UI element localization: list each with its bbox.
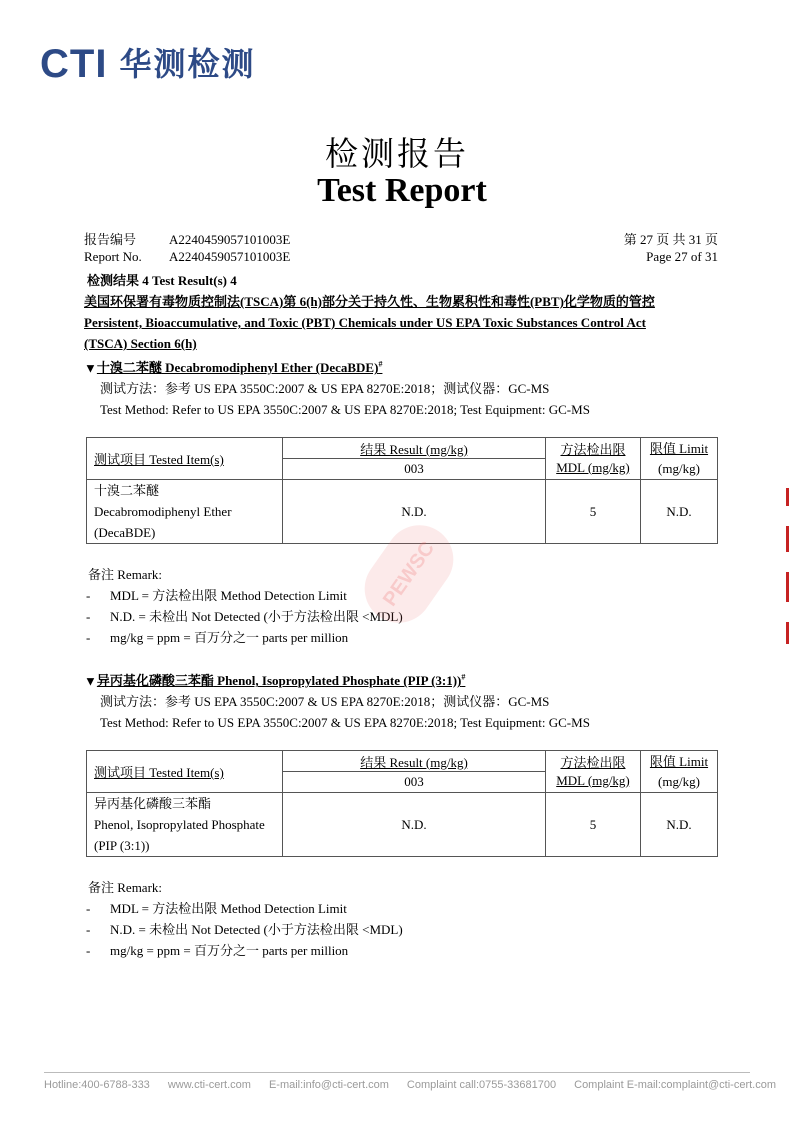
results-table-1 — [86, 437, 718, 544]
footer-divider — [44, 1072, 750, 1073]
header-tested-item: 测试项目 Tested Item(s) — [87, 438, 283, 480]
title-cn: 检测报告 — [325, 134, 469, 173]
page-number-block — [624, 231, 718, 265]
header-mdl: 方法检出限 MDL (mg/kg) — [546, 438, 641, 480]
section-title-cn: 美国环保署有毒物质控制法(TSCA)第 6(h)部分关于持久性、生物累积性和毒性(PBT)化学物质的管控 — [84, 294, 655, 309]
tested-item-cell: 异丙基化磷酸三苯酯 Phenol, Isopropylated Phosphate (PIP (3:1)) — [87, 793, 283, 857]
result-cell: N.D. — [283, 793, 546, 857]
footer-complaint-call: Complaint call:0755-33681700 — [406, 1079, 557, 1091]
title-en: Test Report — [317, 172, 487, 209]
test-method-en: Test Method: Refer to US EPA 3550C:2007 & US EPA 8270E:2018; Test Equipment: GC-MS — [100, 715, 590, 731]
remark-1: 备注 Remark: - MDL = 方法检出限 Method Detection Limit - N.D. = 未检出 Not Detected (小于方法检出限 <MDL) - mg/kg = ppm = 百万分之一 parts per million — [88, 564, 403, 648]
remark-item: MDL = 方法检出限 Method Detection Limit — [110, 901, 347, 916]
tested-item-cell: 十溴二苯醚 Decabromodiphenyl Ether (DecaBDE) — [87, 480, 283, 544]
header-tested-item: 测试项目 Tested Item(s) — [87, 751, 283, 793]
footer-website: www.cti-cert.com — [167, 1079, 251, 1091]
logo-brand: CTI — [40, 42, 108, 86]
footer-complaint-email: Complaint E-mail:complaint@cti-cert.com — [574, 1079, 777, 1091]
mdl-cell: 5 — [546, 793, 641, 857]
header-mdl: 方法检出限 MDL (mg/kg) — [546, 751, 641, 793]
remark-2: 备注 Remark: - MDL = 方法检出限 Method Detection Limit - N.D. = 未检出 Not Detected (小于方法检出限 <MDL) - mg/kg = ppm = 百万分之一 parts per million — [88, 877, 403, 961]
watermark-stamp: PEWSC — [351, 512, 466, 636]
limit-cell: N.D. — [641, 480, 718, 544]
footer-hotline: Hotline:400-6788-333 — [44, 1079, 150, 1091]
mdl-cell: 5 — [546, 480, 641, 544]
company-logo — [40, 44, 255, 84]
header-limit: 限值 Limit (mg/kg) — [641, 751, 718, 793]
section-title-en-line1: Persistent, Bioaccumulative, and Toxic (PBT) Chemicals under US EPA Toxic Substances Control Act — [84, 315, 646, 330]
header-result: 结果 Result (mg/kg) — [283, 438, 546, 459]
remark-item: N.D. = 未检出 Not Detected (小于方法检出限 <MDL) — [110, 609, 403, 624]
edge-seal-marks — [786, 488, 792, 664]
test-marker: ▼ — [84, 673, 97, 689]
report-no-label-en: Report No. — [84, 249, 142, 264]
test-method-cn: 测试方法：参考 US EPA 3550C:2007 & US EPA 8270E:2018；测试仪器：GC-MS — [100, 694, 550, 710]
test-sup: # — [461, 673, 466, 682]
remark-title: 备注 Remark: — [88, 880, 163, 895]
test-title-en: Phenol, Isopropylated Phosphate (PIP (3:1)) — [213, 673, 462, 689]
result-cell: N.D. — [283, 480, 546, 544]
section-heading — [84, 270, 724, 354]
logo-name-cn: 华测检测 — [119, 45, 256, 83]
page-number-cn: 第 27 页 共 31 页 — [623, 232, 718, 247]
header-result: 结果 Result (mg/kg) — [283, 751, 546, 772]
test-title-en: Decabromodiphenyl Ether (DecaBDE) — [161, 360, 379, 376]
remark-item: mg/kg = ppm = 百万分之一 parts per million — [110, 943, 349, 958]
remark-item: mg/kg = ppm = 百万分之一 parts per million — [110, 630, 349, 645]
test-marker: ▼ — [84, 360, 97, 376]
test-method-cn: 测试方法：参考 US EPA 3550C:2007 & US EPA 8270E:2018；测试仪器：GC-MS — [100, 381, 550, 397]
remark-title: 备注 Remark: — [88, 567, 163, 582]
test-2-heading — [84, 667, 724, 733]
header-limit: 限值 Limit (mg/kg) — [641, 438, 718, 480]
report-number-block — [84, 231, 290, 265]
test-title-cn: 十溴二苯醚 — [96, 360, 162, 376]
footer — [44, 1079, 777, 1091]
table-row — [87, 793, 718, 857]
test-title-cn: 异丙基化磷酸三苯酯 — [96, 673, 214, 689]
results-table-2 — [86, 750, 718, 857]
test-sup: # — [378, 360, 383, 369]
header-sample-id: 003 — [283, 459, 546, 480]
report-no-en: A2240459057101003E — [169, 249, 291, 264]
test-method-en: Test Method: Refer to US EPA 3550C:2007 & US EPA 8270E:2018; Test Equipment: GC-MS — [100, 402, 590, 418]
header-sample-id: 003 — [283, 772, 546, 793]
remark-item: N.D. = 未检出 Not Detected (小于方法检出限 <MDL) — [110, 922, 403, 937]
section-title-en-line2: (TSCA) Section 6(h) — [84, 336, 197, 351]
result-heading: 检测结果 4 Test Result(s) 4 — [87, 273, 237, 288]
remark-item: MDL = 方法检出限 Method Detection Limit — [110, 588, 347, 603]
page-number-en: Page 27 of 31 — [646, 249, 718, 264]
footer-email: E-mail:info@cti-cert.com — [268, 1079, 389, 1091]
limit-cell: N.D. — [641, 793, 718, 857]
report-no-cn: A2240459057101003E — [169, 232, 291, 247]
test-1-heading — [84, 354, 724, 420]
report-no-label-cn: 报告编号 — [84, 232, 137, 247]
